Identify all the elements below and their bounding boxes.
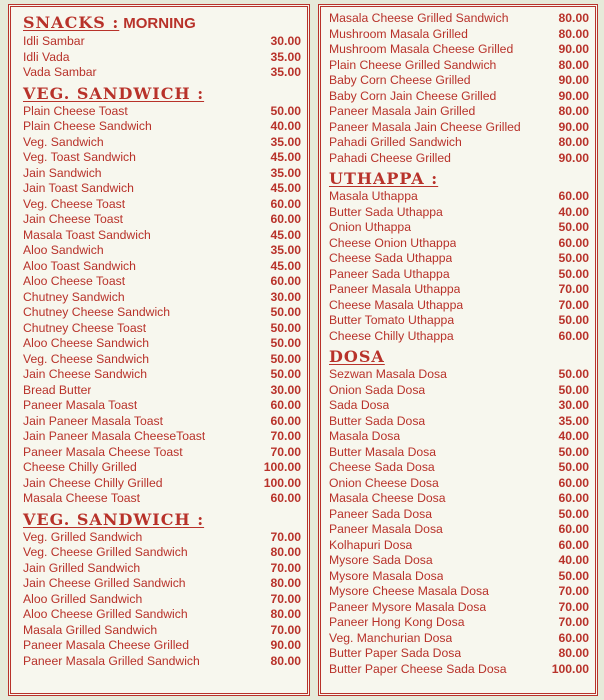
menu-item-price: 35.00 bbox=[270, 134, 301, 149]
menu-item-price: 50.00 bbox=[558, 568, 589, 583]
menu-item-name: Onion Sada Dosa bbox=[329, 382, 426, 397]
menu-item-price: 70.00 bbox=[270, 560, 301, 575]
menu-item-name: Masala Cheese Toast bbox=[23, 491, 140, 505]
menu-item bbox=[329, 251, 589, 267]
menu-item bbox=[23, 34, 301, 50]
menu-section bbox=[23, 84, 301, 507]
menu-item-price: 30.00 bbox=[270, 382, 301, 397]
menu-item-price: 60.00 bbox=[270, 274, 301, 288]
menu-item-name: Jain Cheese Chilly Grilled bbox=[23, 475, 163, 490]
menu-section bbox=[23, 13, 301, 81]
menu-item-name: Masala Cheese Grilled Sandwich bbox=[329, 11, 509, 25]
menu-item bbox=[23, 638, 301, 654]
menu-item-name: Paneer Masala Cheese Grilled bbox=[23, 638, 189, 652]
menu-item-list bbox=[23, 104, 301, 507]
menu-item-name: Masala Grilled Sandwich bbox=[23, 622, 158, 637]
menu-item-price: 60.00 bbox=[558, 328, 589, 343]
menu-item-price: 50.00 bbox=[558, 251, 589, 265]
menu-item-price: 50.00 bbox=[270, 367, 301, 381]
menu-item-name: Sezwan Masala Dosa bbox=[329, 367, 447, 381]
menu-item-name: Baby Corn Cheese Grilled bbox=[329, 73, 471, 87]
menu-item bbox=[329, 236, 589, 252]
menu-left-column bbox=[8, 4, 310, 696]
menu-item-name: Idli Vada bbox=[23, 49, 70, 64]
menu-item bbox=[23, 150, 301, 166]
menu-item-list bbox=[23, 530, 301, 670]
menu-item bbox=[329, 491, 589, 507]
menu-item-price: 80.00 bbox=[558, 26, 589, 41]
menu-item-name: Plain Cheese Grilled Sandwich bbox=[329, 57, 497, 72]
menu-item-name: Cheese Chilly Uthappa bbox=[329, 328, 454, 343]
menu-item bbox=[23, 623, 301, 639]
menu-item bbox=[23, 166, 301, 182]
menu-item-name: Chutney Sandwich bbox=[23, 289, 125, 304]
menu-item-price: 60.00 bbox=[270, 491, 301, 505]
menu-item bbox=[329, 267, 589, 283]
menu-item bbox=[329, 151, 589, 167]
menu-item-price: 80.00 bbox=[270, 576, 301, 590]
menu-item bbox=[329, 313, 589, 329]
menu-item-price: 90.00 bbox=[558, 119, 589, 134]
menu-item-price: 90.00 bbox=[558, 150, 589, 165]
menu-item-price: 60.00 bbox=[270, 398, 301, 412]
menu-item-name: Jain Paneer Masala CheeseToast bbox=[23, 429, 206, 443]
section-heading bbox=[329, 169, 589, 189]
menu-item-name: Mushroom Masala Grilled bbox=[329, 26, 468, 41]
menu-item bbox=[23, 545, 301, 561]
menu-item-price: 70.00 bbox=[270, 429, 301, 443]
menu-item-price: 80.00 bbox=[558, 135, 589, 149]
menu-item-price: 60.00 bbox=[558, 189, 589, 203]
menu-item bbox=[329, 282, 589, 298]
menu-item-name: Paneer Hong Kong Dosa bbox=[329, 615, 465, 629]
menu-item-name: Cheese Sada Dosa bbox=[329, 460, 435, 474]
menu-item bbox=[329, 120, 589, 136]
section-subtitle: MORNING bbox=[123, 15, 196, 32]
menu-item-price: 30.00 bbox=[270, 289, 301, 304]
menu-item-name: Pahadi Cheese Grilled bbox=[329, 150, 451, 165]
menu-item bbox=[329, 646, 589, 662]
menu-item-name: Vada Sambar bbox=[23, 65, 97, 79]
menu-item bbox=[23, 592, 301, 608]
menu-item-price: 60.00 bbox=[270, 212, 301, 226]
menu-item-name: Mysore Sada Dosa bbox=[329, 553, 433, 567]
menu-item-price: 100.00 bbox=[263, 475, 301, 490]
menu-item-price: 60.00 bbox=[558, 235, 589, 250]
menu-item-name: Butter Paper Cheese Sada Dosa bbox=[329, 661, 507, 676]
menu-item-list bbox=[329, 189, 589, 344]
menu-item-price: 90.00 bbox=[558, 73, 589, 87]
menu-item-price: 90.00 bbox=[558, 88, 589, 103]
menu-item-name: Plain Cheese Toast bbox=[23, 103, 128, 118]
menu-item bbox=[329, 298, 589, 314]
menu-item-name: Cheese Masala Uthappa bbox=[329, 297, 464, 312]
menu-item-price: 30.00 bbox=[270, 34, 301, 48]
menu-item bbox=[23, 530, 301, 546]
menu-item bbox=[329, 662, 589, 678]
menu-section bbox=[329, 347, 589, 677]
menu-item bbox=[329, 584, 589, 600]
section-heading bbox=[23, 510, 301, 530]
menu-item bbox=[329, 42, 589, 58]
section-title: UTHAPPA : bbox=[329, 169, 439, 188]
menu-item-name: Veg. Sandwich bbox=[23, 134, 104, 149]
menu-item-name: Jain Sandwich bbox=[23, 165, 102, 180]
menu-item bbox=[23, 228, 301, 244]
menu-item bbox=[329, 538, 589, 554]
section-heading bbox=[23, 13, 301, 34]
menu-item-name: Jain Toast Sandwich bbox=[23, 181, 134, 195]
menu-item bbox=[23, 305, 301, 321]
menu-item bbox=[23, 445, 301, 461]
menu-item-name: Mysore Masala Dosa bbox=[329, 568, 444, 583]
menu-item-name: Paneer Masala Dosa bbox=[329, 522, 443, 536]
section-heading bbox=[329, 347, 589, 367]
menu-item bbox=[23, 576, 301, 592]
menu-item bbox=[329, 73, 589, 89]
menu-item-price: 60.00 bbox=[270, 196, 301, 211]
menu-item-name: Butter Sada Dosa bbox=[329, 413, 426, 428]
menu-item bbox=[23, 321, 301, 337]
menu-item-price: 45.00 bbox=[270, 227, 301, 242]
menu-item-price: 80.00 bbox=[270, 545, 301, 559]
menu-item-name: Paneer Masala Jain Cheese Grilled bbox=[329, 119, 521, 134]
menu-item bbox=[329, 507, 589, 523]
menu-item bbox=[23, 259, 301, 275]
menu-item-name: Veg. Toast Sandwich bbox=[23, 150, 136, 164]
menu-item-price: 60.00 bbox=[558, 537, 589, 552]
menu-item bbox=[23, 135, 301, 151]
section-title: VEG. SANDWICH : bbox=[23, 83, 205, 103]
menu-item-price: 50.00 bbox=[558, 460, 589, 474]
menu-item bbox=[23, 460, 301, 476]
menu-item-price: 60.00 bbox=[558, 491, 589, 505]
menu-item-name: Veg. Cheese Toast bbox=[23, 196, 126, 211]
menu-item-price: 100.00 bbox=[551, 661, 589, 676]
menu-item-name: Aloo Cheese Grilled Sandwich bbox=[23, 607, 188, 621]
menu-item bbox=[23, 274, 301, 290]
menu-item-price: 80.00 bbox=[558, 57, 589, 72]
menu-item bbox=[23, 290, 301, 306]
menu-item-name: Paneer Sada Dosa bbox=[329, 506, 432, 521]
menu-item bbox=[329, 398, 589, 414]
menu-item bbox=[23, 414, 301, 430]
menu-item bbox=[329, 476, 589, 492]
menu-item-price: 30.00 bbox=[558, 398, 589, 412]
menu-item-name: Chutney Cheese Sandwich bbox=[23, 305, 171, 319]
menu-item-price: 70.00 bbox=[558, 297, 589, 312]
menu-item-name: Masala Cheese Dosa bbox=[329, 491, 446, 505]
menu-item-price: 60.00 bbox=[270, 413, 301, 428]
menu-item-price: 45.00 bbox=[270, 181, 301, 195]
menu-item-name: Veg. Manchurian Dosa bbox=[329, 630, 453, 645]
menu-item bbox=[329, 329, 589, 345]
menu-item-name: Aloo Toast Sandwich bbox=[23, 258, 136, 273]
menu-item-price: 45.00 bbox=[270, 150, 301, 164]
menu-item-name: Masala Uthappa bbox=[329, 189, 418, 203]
menu-item-price: 50.00 bbox=[270, 305, 301, 319]
menu-item bbox=[23, 352, 301, 368]
menu-item-name: Cheese Sada Uthappa bbox=[329, 251, 453, 265]
menu-item-name: Aloo Grilled Sandwich bbox=[23, 591, 143, 606]
menu-item-name: Jain Cheese Sandwich bbox=[23, 367, 147, 381]
menu-item bbox=[23, 367, 301, 383]
menu-item-name: Butter Masala Dosa bbox=[329, 444, 437, 459]
menu-item-price: 50.00 bbox=[558, 382, 589, 397]
section-heading bbox=[23, 84, 301, 104]
menu-item-price: 100.00 bbox=[263, 460, 301, 474]
menu-item-price: 50.00 bbox=[270, 103, 301, 118]
menu-item-name: Idli Sambar bbox=[23, 34, 85, 48]
menu-item-price: 45.00 bbox=[270, 258, 301, 273]
menu-item bbox=[23, 607, 301, 623]
menu-item bbox=[329, 383, 589, 399]
menu-item-price: 50.00 bbox=[558, 266, 589, 281]
menu-item-price: 50.00 bbox=[270, 336, 301, 350]
menu-item-price: 50.00 bbox=[558, 506, 589, 521]
menu-item bbox=[23, 476, 301, 492]
menu-item-name: Sada Dosa bbox=[329, 398, 390, 412]
menu-item-price: 35.00 bbox=[270, 49, 301, 64]
menu-item-price: 60.00 bbox=[558, 522, 589, 536]
menu-item-name: Butter Sada Uthappa bbox=[329, 204, 443, 219]
menu-item-price: 80.00 bbox=[270, 653, 301, 668]
menu-item bbox=[23, 181, 301, 197]
menu-item-name: Aloo Cheese Sandwich bbox=[23, 336, 150, 350]
menu-item-price: 50.00 bbox=[558, 220, 589, 234]
menu-section bbox=[23, 510, 301, 670]
section-title: DOSA bbox=[329, 347, 385, 366]
menu-item-name: Onion Uthappa bbox=[329, 220, 411, 234]
menu-item-name: Cheese Chilly Grilled bbox=[23, 460, 137, 474]
section-title: VEG. SANDWICH : bbox=[23, 509, 205, 529]
menu-item-price: 80.00 bbox=[558, 11, 589, 25]
menu-item-name: Kolhapuri Dosa bbox=[329, 537, 413, 552]
menu-item-name: Paneer Mysore Masala Dosa bbox=[329, 599, 487, 614]
menu-item bbox=[23, 243, 301, 259]
menu-item-price: 80.00 bbox=[270, 607, 301, 621]
menu-item bbox=[23, 65, 301, 81]
menu-item bbox=[329, 600, 589, 616]
menu-item bbox=[329, 135, 589, 151]
menu-item bbox=[329, 414, 589, 430]
menu-item-price: 40.00 bbox=[558, 204, 589, 219]
menu-item bbox=[329, 27, 589, 43]
menu-item-name: Aloo Cheese Toast bbox=[23, 274, 126, 288]
menu-item-price: 50.00 bbox=[558, 367, 589, 381]
menu-item-price: 50.00 bbox=[558, 444, 589, 459]
menu-item bbox=[329, 89, 589, 105]
menu-item-price: 40.00 bbox=[270, 119, 301, 133]
menu-item-name: Veg. Cheese Sandwich bbox=[23, 351, 150, 366]
menu-item-name: Paneer Masala Jain Grilled bbox=[329, 104, 476, 118]
menu-item bbox=[23, 197, 301, 213]
menu-item bbox=[23, 50, 301, 66]
menu-item-name: Aloo Sandwich bbox=[23, 243, 104, 257]
menu-item-price: 70.00 bbox=[270, 529, 301, 544]
menu-item-price: 70.00 bbox=[270, 444, 301, 459]
section-title: SNACKS : bbox=[23, 13, 120, 32]
menu-item-price: 70.00 bbox=[270, 622, 301, 637]
menu-item-name: Mushroom Masala Cheese Grilled bbox=[329, 42, 514, 56]
menu-item-price: 50.00 bbox=[558, 313, 589, 327]
menu-item bbox=[329, 429, 589, 445]
menu-section bbox=[329, 169, 589, 344]
menu-item-price: 70.00 bbox=[558, 282, 589, 296]
menu-item-list bbox=[23, 34, 301, 81]
menu-item bbox=[329, 445, 589, 461]
menu-item-name: Bread Butter bbox=[23, 382, 92, 397]
menu-item bbox=[329, 522, 589, 538]
menu-item bbox=[23, 212, 301, 228]
menu-item bbox=[23, 336, 301, 352]
menu-item bbox=[329, 11, 589, 27]
menu-item-list bbox=[329, 11, 589, 166]
menu-item bbox=[329, 220, 589, 236]
menu-item-name: Chutney Cheese Toast bbox=[23, 320, 147, 335]
menu-item-price: 50.00 bbox=[270, 320, 301, 335]
menu-item-price: 70.00 bbox=[558, 584, 589, 598]
menu-item bbox=[329, 569, 589, 585]
menu-item-name: Mysore Cheese Masala Dosa bbox=[329, 584, 489, 598]
menu-item-name: Masala Dosa bbox=[329, 429, 401, 443]
menu-item bbox=[23, 429, 301, 445]
menu-item bbox=[329, 631, 589, 647]
menu-item-name: Cheese Onion Uthappa bbox=[329, 235, 457, 250]
menu-item-price: 90.00 bbox=[270, 638, 301, 652]
menu-item bbox=[23, 561, 301, 577]
menu-item-name: Jain Cheese Grilled Sandwich bbox=[23, 576, 186, 590]
menu-item bbox=[329, 189, 589, 205]
menu-item bbox=[329, 460, 589, 476]
menu-item-price: 70.00 bbox=[558, 615, 589, 629]
menu-item bbox=[329, 553, 589, 569]
menu-item-name: Pahadi Grilled Sandwich bbox=[329, 135, 462, 149]
menu-item-price: 35.00 bbox=[270, 165, 301, 180]
menu-item-name: Butter Paper Sada Dosa bbox=[329, 646, 462, 660]
menu-item-price: 90.00 bbox=[558, 42, 589, 56]
menu-item-name: Butter Tomato Uthappa bbox=[329, 313, 455, 327]
menu-item-price: 70.00 bbox=[270, 591, 301, 606]
menu-item bbox=[329, 615, 589, 631]
menu-item-price: 80.00 bbox=[558, 104, 589, 118]
menu-item-price: 40.00 bbox=[558, 553, 589, 567]
menu-item-list bbox=[329, 367, 589, 677]
menu-item-price: 35.00 bbox=[270, 243, 301, 257]
menu-item-name: Paneer Masala Cheese Toast bbox=[23, 444, 183, 459]
menu-item bbox=[23, 104, 301, 120]
menu-item bbox=[329, 205, 589, 221]
menu-item bbox=[329, 104, 589, 120]
menu-item-name: Veg. Cheese Grilled Sandwich bbox=[23, 545, 188, 559]
menu-item-price: 60.00 bbox=[558, 630, 589, 645]
menu-item-price: 70.00 bbox=[558, 599, 589, 614]
menu-item-name: Masala Toast Sandwich bbox=[23, 227, 151, 242]
menu-item-name: Paneer Sada Uthappa bbox=[329, 266, 450, 281]
menu-item-price: 35.00 bbox=[270, 65, 301, 79]
menu-item-name: Paneer Masala Grilled Sandwich bbox=[23, 653, 200, 668]
menu-item-price: 80.00 bbox=[558, 646, 589, 660]
menu-item bbox=[23, 654, 301, 670]
menu-item-name: Paneer Masala Uthappa bbox=[329, 282, 461, 296]
menu-section bbox=[329, 11, 589, 166]
menu-item-price: 35.00 bbox=[558, 413, 589, 428]
menu-item bbox=[329, 367, 589, 383]
menu-item-name: Jain Cheese Toast bbox=[23, 212, 124, 226]
menu-item-price: 50.00 bbox=[270, 351, 301, 366]
menu-item bbox=[23, 119, 301, 135]
menu-item-name: Plain Cheese Sandwich bbox=[23, 119, 152, 133]
menu-item bbox=[23, 383, 301, 399]
menu-item bbox=[23, 398, 301, 414]
menu-item-price: 40.00 bbox=[558, 429, 589, 443]
menu-item-price: 60.00 bbox=[558, 475, 589, 490]
menu-item bbox=[23, 491, 301, 507]
menu-item-name: Veg. Grilled Sandwich bbox=[23, 529, 143, 544]
menu-item-name: Jain Grilled Sandwich bbox=[23, 560, 141, 575]
menu-item bbox=[329, 58, 589, 74]
menu-item-name: Paneer Masala Toast bbox=[23, 398, 138, 412]
menu-item-name: Baby Corn Jain Cheese Grilled bbox=[329, 88, 497, 103]
menu-right-column bbox=[318, 4, 598, 696]
menu-item-name: Jain Paneer Masala Toast bbox=[23, 413, 164, 428]
menu-item-name: Onion Cheese Dosa bbox=[329, 475, 439, 490]
